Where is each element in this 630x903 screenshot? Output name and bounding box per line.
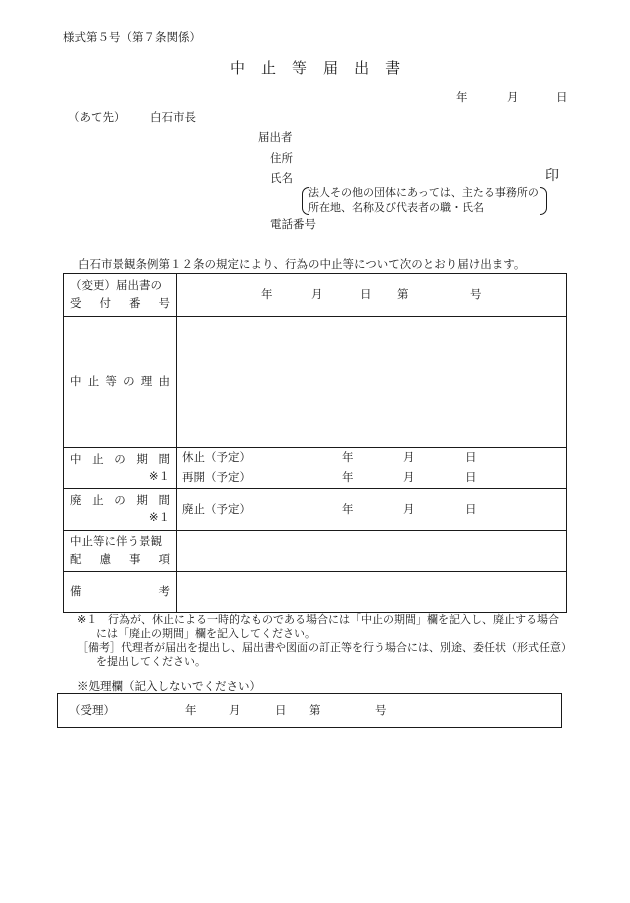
corp-note-line-2: 所在地、名称及び代表者の職・氏名	[308, 201, 484, 214]
intro-text: 白石市景観条例第１２条の規定により、行為の中止等について次のとおり届け出ます。	[78, 257, 526, 271]
table-row-landscape-consideration	[64, 531, 567, 572]
landscape-consideration-label: 中止等に伴う景観 配 慮 事 項	[64, 531, 177, 572]
table-row-receipt	[64, 274, 567, 317]
corp-note-line-1: 法人その他の団体にあっては、主たる事務所の	[308, 186, 539, 199]
receipt-value-cell[interactable]: 年 月 日 第 号	[177, 274, 567, 317]
note-2-line-1: ［備考］代理者が届出を提出し、届出書や図面の訂正等を行う場合には、別途、委任状（形式任意）	[77, 641, 572, 654]
remarks-cell[interactable]	[177, 572, 567, 613]
date-month-label: 月	[507, 90, 519, 104]
note-1-mark: ※１	[77, 613, 98, 626]
remarks-label: 備 考	[64, 572, 177, 613]
applicant-header: 届出者	[258, 130, 293, 144]
date-day-label: 日	[556, 90, 568, 104]
received-label: （受理）	[69, 703, 115, 717]
processing-dai: 第	[309, 703, 321, 717]
receipt-label: （変更）届出書の 受 付 番 号	[64, 274, 177, 317]
reason-value-cell[interactable]	[177, 317, 567, 448]
address-label: 住所	[270, 151, 293, 165]
addressee-name: 白石市長	[150, 110, 196, 124]
note-1-line-2: には「廃止の期間」欄を記入してください。	[96, 627, 316, 640]
table-row-abolition-period	[64, 489, 567, 531]
bracket-right	[540, 187, 547, 215]
name-label: 氏名	[270, 171, 293, 185]
application-table	[63, 273, 567, 613]
date-year-label: 年	[456, 90, 468, 104]
processing-day: 日	[275, 703, 287, 717]
phone-label: 電話番号	[270, 217, 316, 231]
table-row-reason	[64, 317, 567, 448]
processing-box	[57, 693, 562, 728]
addressee-label: （あて先）	[68, 110, 126, 124]
page-title: 中 止 等 届 出 書	[230, 59, 401, 77]
abolition-period-label: 廃 止 の 期 間 ※１	[64, 489, 177, 531]
abolition-period-cell[interactable]: 廃止（予定） 年 月 日	[177, 489, 567, 531]
table-row-suspension-period	[64, 448, 567, 489]
table-row-remarks	[64, 572, 567, 613]
processing-year: 年	[185, 703, 197, 717]
seal-mark: 印	[545, 168, 559, 184]
reason-label: 中 止 等 の 理 由	[64, 317, 177, 448]
processing-month: 月	[229, 703, 241, 717]
processing-go: 号	[375, 703, 387, 717]
suspension-period-cell[interactable]: 休止（予定） 年 月 日 再開（予定） 年 月 日	[177, 448, 567, 489]
note-1-line-1: 行為が、休止による一時的なものである場合には「中止の期間」欄を記入し、廃止する場合	[108, 613, 559, 626]
form-id: 様式第５号（第７条関係）	[63, 30, 201, 44]
landscape-consideration-cell[interactable]	[177, 531, 567, 572]
note-2-line-2: を提出してください。	[96, 655, 206, 668]
suspension-period-label: 中 止 の 期 間 ※１	[64, 448, 177, 489]
processing-header: ※処理欄（記入しないでください）	[77, 679, 261, 693]
